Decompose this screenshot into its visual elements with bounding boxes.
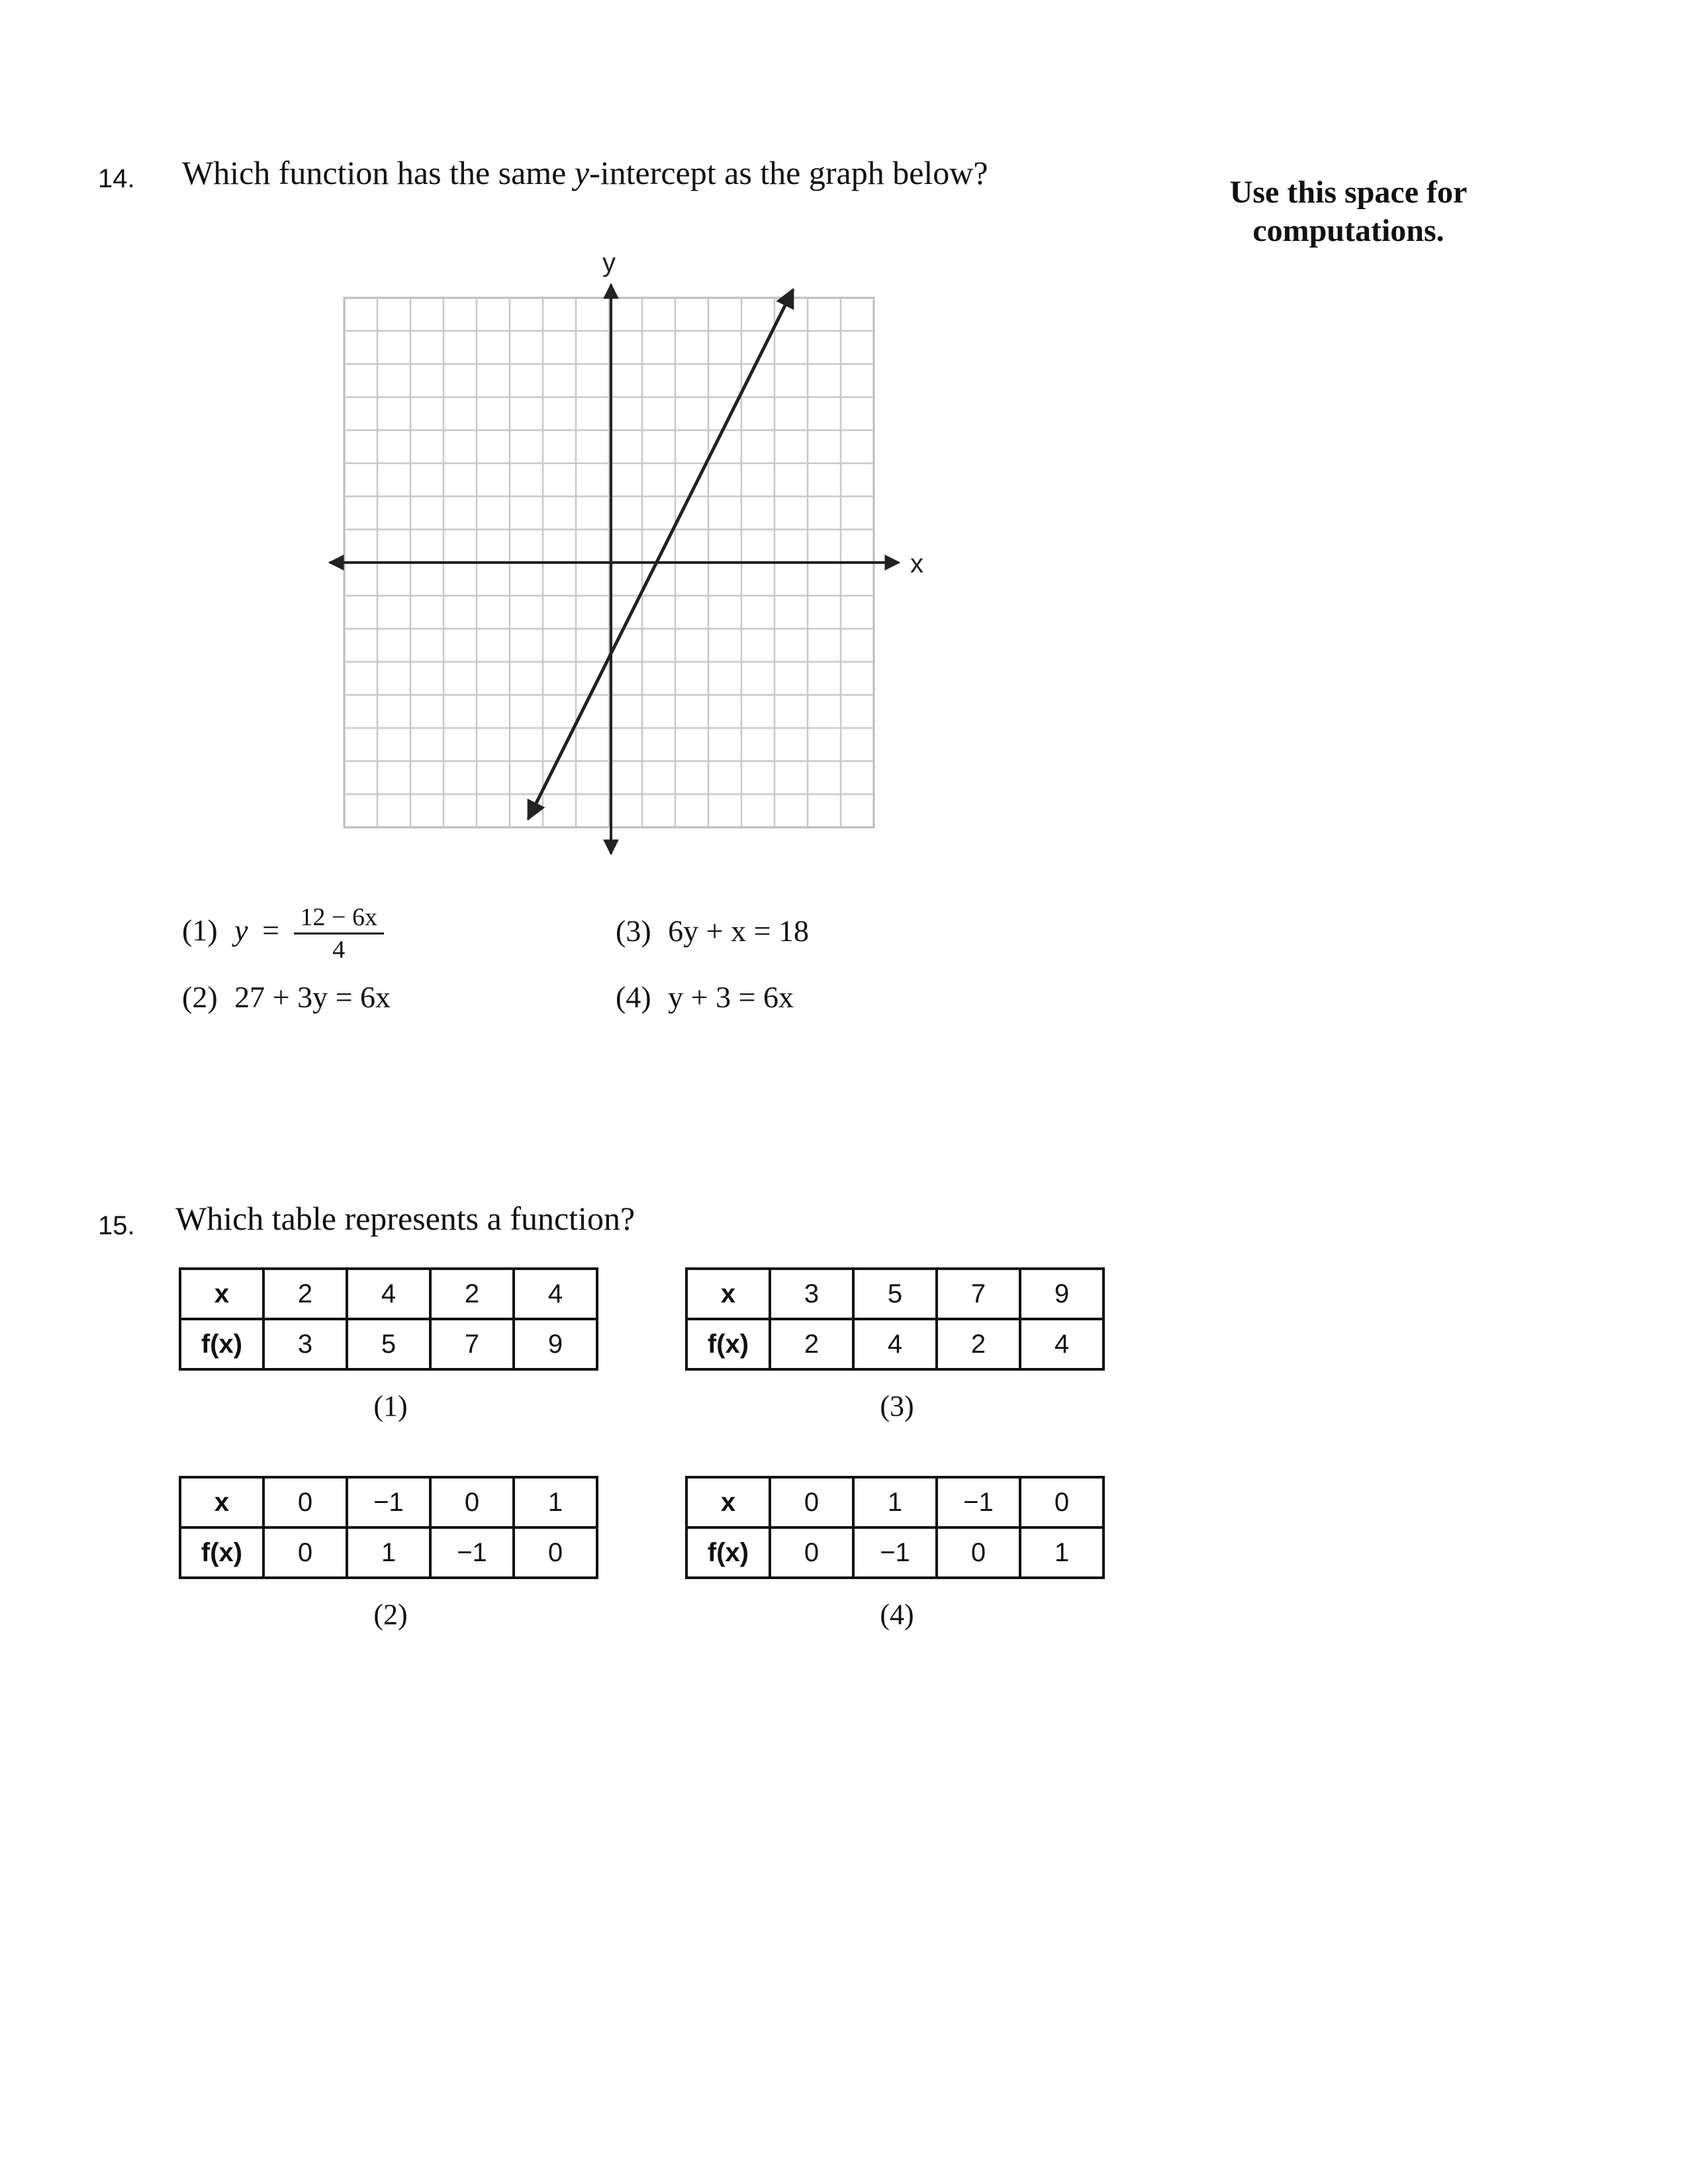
table-cell: 0 — [1020, 1477, 1103, 1527]
table-4-fx-row — [686, 1527, 1103, 1578]
table-cell: 7 — [937, 1269, 1020, 1319]
table-cell: 0 — [770, 1527, 853, 1578]
table-4-label: (4) — [880, 1598, 914, 1631]
function-table-4 — [685, 1476, 1105, 1579]
table-1-x-row — [180, 1269, 597, 1319]
choice-1-fraction — [294, 903, 384, 964]
table-2-x-row — [180, 1477, 597, 1527]
choice-4-equation: y + 3 = 6x — [668, 980, 794, 1014]
table-cell: −1 — [853, 1527, 937, 1578]
table-cell: 1 — [853, 1477, 937, 1527]
table-cell: 0 — [937, 1527, 1020, 1578]
table-cell: 1 — [514, 1477, 597, 1527]
table-cell: 4 — [853, 1319, 937, 1369]
choice-1-lhs: y — [234, 913, 248, 948]
q15-option-1[interactable] — [179, 1267, 602, 1423]
q14-prompt-after: -intercept as the graph below? — [589, 154, 988, 191]
table-1-fx-header: f(x) — [180, 1319, 263, 1369]
table-4-fx-header: f(x) — [686, 1527, 770, 1578]
y-axis-label: y — [602, 248, 616, 277]
table-4-x-header: x — [686, 1477, 770, 1527]
choice-3-number: (3) — [616, 914, 651, 948]
table-3-fx-row — [686, 1319, 1103, 1369]
table-cell: 1 — [347, 1527, 430, 1578]
q14-choice-2[interactable] — [182, 979, 391, 1015]
choice-3-equation: 6y + x = 18 — [668, 914, 810, 948]
computation-note-line1: Use this space for — [1229, 175, 1468, 210]
table-cell: 2 — [937, 1319, 1020, 1369]
choice-1-number: (1) — [182, 913, 218, 948]
table-cell: 0 — [770, 1477, 853, 1527]
choice-1-denominator: 4 — [332, 936, 346, 964]
table-2-fx-header: f(x) — [180, 1527, 263, 1578]
table-cell: 9 — [514, 1319, 597, 1369]
table-3-fx-header: f(x) — [686, 1319, 770, 1369]
table-cell: 9 — [1020, 1269, 1103, 1319]
table-1-fx-row — [180, 1319, 597, 1369]
question-14-prompt — [182, 154, 988, 192]
choice-1-numerator: 12 − 6x — [294, 903, 384, 934]
table-cell: 4 — [1020, 1319, 1103, 1369]
table-cell: 2 — [770, 1319, 853, 1369]
table-1-label: (1) — [373, 1390, 408, 1422]
table-3-x-header: x — [686, 1269, 770, 1319]
choice-2-number: (2) — [182, 980, 218, 1014]
table-cell: 2 — [430, 1269, 514, 1319]
computation-note-line2: computations. — [1252, 213, 1444, 248]
table-cell: 0 — [263, 1477, 347, 1527]
q15-option-2[interactable] — [179, 1476, 602, 1631]
table-cell: −1 — [347, 1477, 430, 1527]
table-cell: 5 — [853, 1269, 937, 1319]
q14-prompt-before: Which function has the same — [182, 154, 575, 191]
graphed-line — [528, 290, 793, 819]
choice-4-number: (4) — [616, 980, 651, 1014]
table-2-x-header: x — [180, 1477, 263, 1527]
choice-2-equation: 27 + 3y = 6x — [234, 980, 391, 1014]
table-cell: 2 — [263, 1269, 347, 1319]
q15-option-3[interactable] — [685, 1267, 1109, 1423]
table-1-x-header: x — [180, 1269, 263, 1319]
q14-choice-4[interactable] — [616, 979, 794, 1015]
table-cell: 5 — [347, 1319, 430, 1369]
table-cell: 3 — [770, 1269, 853, 1319]
table-3-label: (3) — [880, 1390, 914, 1422]
table-3-x-row — [686, 1269, 1103, 1319]
q14-coordinate-graph — [311, 238, 940, 860]
table-4-x-row — [686, 1477, 1103, 1527]
q14-choice-3[interactable] — [616, 913, 809, 948]
q15-option-4[interactable] — [685, 1476, 1109, 1631]
question-15-number: 15. — [98, 1211, 135, 1240]
q14-prompt-var: y — [574, 154, 590, 191]
x-axis-label: x — [910, 549, 923, 578]
question-14-number: 14. — [98, 164, 135, 193]
question-15-prompt: Which table represents a function? — [175, 1200, 635, 1237]
table-cell: 0 — [263, 1527, 347, 1578]
table-cell: 0 — [514, 1527, 597, 1578]
table-cell: −1 — [937, 1477, 1020, 1527]
table-cell: 3 — [263, 1319, 347, 1369]
table-cell: −1 — [430, 1527, 514, 1578]
table-cell: 4 — [514, 1269, 597, 1319]
q14-choice-1[interactable] — [182, 903, 384, 964]
table-2-fx-row — [180, 1527, 597, 1578]
function-table-3 — [685, 1267, 1105, 1371]
table-cell: 4 — [347, 1269, 430, 1319]
function-table-1 — [179, 1267, 598, 1371]
function-table-2 — [179, 1476, 598, 1579]
choice-1-equals: = — [262, 913, 280, 948]
table-2-label: (2) — [373, 1598, 408, 1631]
computation-space-note — [1176, 173, 1521, 250]
table-cell: 7 — [430, 1319, 514, 1369]
table-cell: 0 — [430, 1477, 514, 1527]
table-cell: 1 — [1020, 1527, 1103, 1578]
